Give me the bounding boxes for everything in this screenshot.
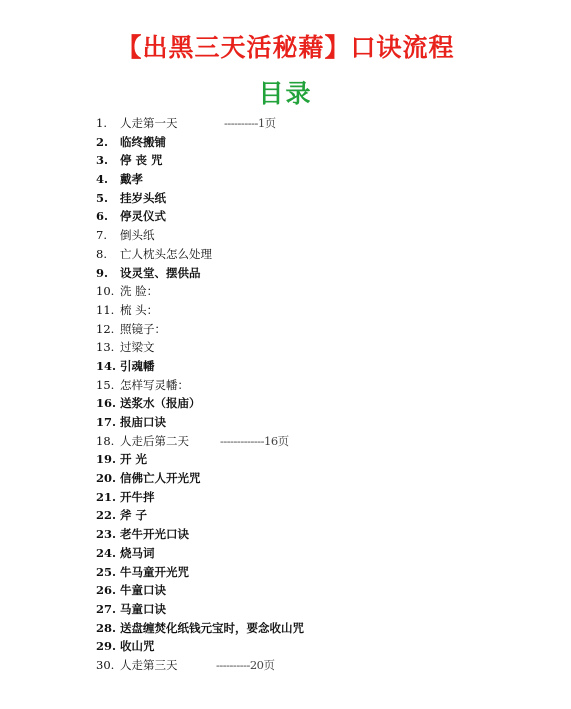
toc-item-number: 24. xyxy=(96,545,117,560)
toc-item-title: 马童口诀 xyxy=(120,601,166,616)
toc-item-number: 17. xyxy=(96,415,117,429)
toc-item-title: 照镜子： xyxy=(120,321,166,336)
toc-item-number: 14. xyxy=(96,358,117,373)
toc-item-number: 9. xyxy=(96,265,109,280)
toc-item xyxy=(96,413,536,432)
toc-item-number: 7. xyxy=(96,228,107,243)
toc-item xyxy=(96,469,536,488)
toc-item-number: 11. xyxy=(96,302,115,317)
toc-item-number: 13. xyxy=(96,340,115,355)
toc-item xyxy=(96,170,536,189)
toc-item-title: 人走第一天 xyxy=(120,116,178,130)
toc-item xyxy=(96,637,536,656)
toc-item-number: 29. xyxy=(96,639,117,654)
toc-item xyxy=(96,581,536,600)
toc-item-number: 19. xyxy=(96,452,117,467)
toc-item-title: 开 光 xyxy=(120,452,148,467)
toc-item xyxy=(96,301,536,320)
toc-item xyxy=(96,282,536,301)
toc-item xyxy=(96,619,536,638)
toc-item xyxy=(96,544,536,563)
toc-item-number: 28. xyxy=(96,620,117,635)
toc-item-number: 5. xyxy=(96,190,109,205)
toc-item-title: 送浆水（报庙） xyxy=(120,396,201,411)
document-title: 【出黑三天活秘藉】口诀流程 xyxy=(116,33,455,62)
toc-item-number: 18. xyxy=(96,433,115,448)
toc-item-title: 斧 子 xyxy=(120,508,148,523)
toc-item-number: 25. xyxy=(96,564,117,579)
toc-item-title: 人走后第二天 xyxy=(120,433,189,448)
toc-item-number: 23. xyxy=(96,527,117,542)
toc-item-title: 挂岁头纸 xyxy=(120,190,166,205)
toc-heading: 目录 xyxy=(258,79,313,108)
toc-item-title: 洗 脸： xyxy=(120,284,159,299)
toc-item-number: 3. xyxy=(96,153,109,168)
toc-item xyxy=(96,357,536,376)
toc-item xyxy=(96,563,536,582)
toc-item-title: 停灵仪式 xyxy=(120,209,166,224)
toc-item-title: 烧马词 xyxy=(120,545,155,560)
toc-item xyxy=(96,656,536,675)
toc-item xyxy=(96,189,536,208)
toc-item xyxy=(96,338,536,357)
toc-item-title: 送盘缠焚化纸钱元宝时，要念收山咒 xyxy=(120,620,304,635)
toc-item-title: 人走第三天 xyxy=(120,657,178,672)
table-of-contents xyxy=(96,114,536,675)
toc-item-title: 开牛拌 xyxy=(120,489,155,504)
toc-item-title: 梳 头： xyxy=(120,302,159,317)
toc-item-number: 16. xyxy=(96,396,117,411)
toc-item xyxy=(96,450,536,469)
toc-item-title: 引魂幡 xyxy=(120,358,155,373)
toc-item-page-ref: ----------1页 xyxy=(224,116,276,130)
toc-item-number: 2. xyxy=(96,134,109,149)
toc-item xyxy=(96,207,536,226)
toc-item-title: 设灵堂、摆供品 xyxy=(120,265,201,280)
toc-item-title: 怎样写灵幡： xyxy=(120,377,189,392)
toc-item-page-ref: -------------16页 xyxy=(220,433,289,448)
toc-item-page-ref: ----------20页 xyxy=(216,657,275,672)
toc-item xyxy=(96,114,536,133)
toc-item xyxy=(96,226,536,245)
toc-item-title: 过梁文 xyxy=(120,340,155,355)
toc-item-number: 6. xyxy=(96,209,109,224)
toc-item xyxy=(96,525,536,544)
toc-item-title: 老牛开光口诀 xyxy=(120,527,189,542)
toc-item xyxy=(96,264,536,283)
toc-item xyxy=(96,488,536,507)
toc-item xyxy=(96,245,536,264)
toc-item-number: 15. xyxy=(96,377,115,392)
toc-item-number: 1. xyxy=(96,116,107,130)
toc-item-number: 20. xyxy=(96,471,117,486)
toc-item-number: 22. xyxy=(96,508,117,523)
toc-item-number: 30. xyxy=(96,657,115,672)
toc-item-number: 12. xyxy=(96,321,115,336)
toc-item xyxy=(96,432,536,451)
toc-item-title: 信佛亡人开光咒 xyxy=(120,471,201,486)
toc-item xyxy=(96,133,536,152)
toc-item-title: 收山咒 xyxy=(120,639,155,654)
toc-item-title: 亡人枕头怎么处理 xyxy=(120,246,212,261)
toc-item-title: 停 丧 咒 xyxy=(120,153,163,168)
toc-item-title: 临终搬铺 xyxy=(120,134,166,149)
toc-item-title: 牛童口诀 xyxy=(120,583,166,598)
toc-item-number: 8. xyxy=(96,246,107,261)
toc-item-number: 21. xyxy=(96,489,117,504)
toc-item xyxy=(96,394,536,413)
toc-item xyxy=(96,506,536,525)
toc-item-title: 牛马童开光咒 xyxy=(120,564,189,579)
toc-item-number: 27. xyxy=(96,601,117,616)
toc-item-number: 26. xyxy=(96,583,117,598)
toc-item xyxy=(96,151,536,170)
toc-item xyxy=(96,600,536,619)
toc-item-title: 戴孝 xyxy=(120,172,143,187)
toc-item-number: 4. xyxy=(96,172,109,187)
toc-item-title: 报庙口诀 xyxy=(120,415,166,429)
toc-item-number: 10. xyxy=(96,284,115,299)
toc-item xyxy=(96,320,536,339)
toc-item-title: 倒头纸 xyxy=(120,228,155,243)
toc-item xyxy=(96,376,536,395)
